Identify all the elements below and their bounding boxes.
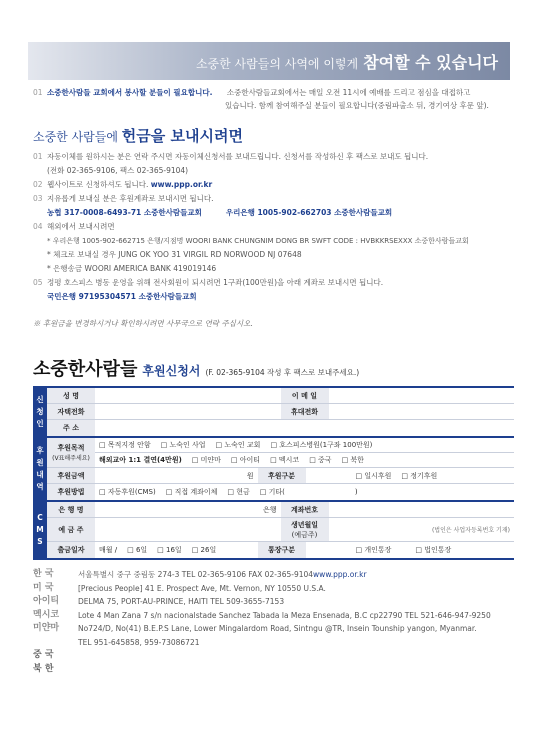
cash-item bbox=[33, 194, 213, 204]
country-label: 한 국 bbox=[33, 569, 54, 579]
type-label: 후원구분 bbox=[258, 468, 306, 483]
fax-note: (F. 02-365-9104 작성 후 팩스로 보내주세요.) bbox=[205, 368, 360, 377]
item-num: 04 bbox=[33, 222, 43, 231]
banner-emphasis: 참여할 수 있습니다 bbox=[363, 53, 498, 72]
side-char: 원 bbox=[36, 458, 44, 467]
address-list bbox=[33, 568, 491, 676]
country-label: 멕시코 bbox=[33, 609, 60, 620]
address-row bbox=[33, 663, 491, 677]
passbook-options bbox=[306, 542, 515, 558]
address-row bbox=[33, 568, 491, 582]
website-link[interactable]: www.ppp.or.kr bbox=[313, 570, 367, 579]
side-char: 후 bbox=[36, 446, 44, 455]
purpose-checkbox[interactable]: □ 노숙인 사업 bbox=[161, 440, 206, 450]
overseas-checkbox[interactable]: □ 북한 bbox=[342, 455, 364, 465]
volunteer-title: 소중한사람들 교회에서 봉사할 분들이 필요합니다. bbox=[47, 88, 213, 97]
address-text: DELMA 75, PORT-AU-PRINCE, HAITI TEL 509-3655-7153 bbox=[78, 597, 285, 606]
item-num: 05 bbox=[33, 278, 43, 287]
bank-account-kb: 국민은행 97195304571 소중한사람들교회 bbox=[47, 292, 197, 301]
cash-item bbox=[33, 250, 302, 260]
home-phone-field[interactable] bbox=[95, 404, 281, 419]
account-label: 계좌번호 bbox=[281, 502, 329, 517]
support-side-label bbox=[33, 438, 47, 500]
side-char: M bbox=[36, 525, 44, 534]
address-row bbox=[33, 622, 491, 636]
overseas-checkbox[interactable]: □ 중국 bbox=[309, 455, 331, 465]
address-text: 서울특별시 중구 중림동 274-3 TEL 02-365-9106 FAX 02-365-9104 bbox=[78, 570, 314, 579]
holder-field[interactable] bbox=[95, 518, 281, 541]
banner bbox=[28, 42, 510, 80]
item-text: 자동이체를 원하시는 분은 연락 주시면 자동이체신청서를 보내드립니다. 신청서를 작성하신 후 팩스로 보내도 됩니다. bbox=[47, 152, 429, 161]
website-link[interactable]: www.ppp.or.kr bbox=[150, 180, 213, 189]
cms-section bbox=[33, 500, 514, 560]
name-field[interactable] bbox=[95, 388, 281, 403]
bank-label: 은 행 명 bbox=[47, 502, 95, 517]
cash-item bbox=[33, 264, 216, 274]
side-char: 역 bbox=[36, 482, 44, 491]
type-options bbox=[306, 468, 515, 483]
volunteer-row-1 bbox=[33, 88, 470, 98]
item-text: 정평 호스피스 병동 운영을 위해 전사회원이 되시려면 1구좌(100만원)을 아래 계좌로 보내시면 됩니다. bbox=[47, 278, 384, 287]
item-text: 해외에서 보내시려면 bbox=[47, 222, 115, 231]
item-text: 웹사이트로 신청하셔도 됩니다. bbox=[47, 180, 151, 189]
method-checkbox[interactable]: □ 현금 bbox=[227, 487, 249, 497]
cms-side-label bbox=[33, 502, 47, 558]
passbook-checkbox[interactable]: □ 개인통장 bbox=[356, 545, 392, 555]
withdraw-prefix: 매월 / bbox=[99, 546, 118, 554]
type-checkbox[interactable]: □ 정기후원 bbox=[401, 471, 437, 481]
country-label: 북 한 bbox=[33, 663, 54, 674]
country-label: 미 국 bbox=[33, 582, 54, 593]
item-text: (전화 02-365-9106, 팩스 02-365-9104) bbox=[47, 166, 189, 175]
holder-label: 예 금 주 bbox=[47, 518, 95, 541]
withdraw-label: 출금일자 bbox=[47, 542, 95, 558]
address-field[interactable] bbox=[95, 420, 514, 436]
support-section bbox=[33, 436, 514, 500]
passbook-label: 통장구분 bbox=[258, 542, 306, 558]
purpose-options bbox=[95, 438, 514, 453]
cash-item bbox=[33, 236, 469, 246]
address-text: [Precious People] 41 E. Prospect Ave, Mt. Vernon, NY 10550 U.S.A. bbox=[78, 583, 326, 593]
bank-account-nh: 농협 317-0008-6493-71 소중한사람들교회 bbox=[47, 208, 202, 217]
birth-note: (법인은 사업자등록번호 기재) bbox=[431, 527, 510, 534]
side-char: 신 bbox=[36, 395, 44, 404]
passbook-checkbox[interactable]: □ 법인통장 bbox=[415, 545, 451, 555]
cash-section-title bbox=[33, 125, 243, 146]
side-char: 인 bbox=[36, 419, 44, 428]
bank-account-woori: 우리은행 1005-902-662703 소중한사람들교회 bbox=[225, 208, 393, 217]
applicant-side-label bbox=[33, 388, 47, 436]
amount-unit: 원 bbox=[246, 471, 254, 480]
birth-label-text: 생년월일 bbox=[290, 520, 319, 529]
side-char: 내 bbox=[36, 470, 44, 479]
applicant-section bbox=[33, 386, 514, 436]
email-field[interactable] bbox=[329, 388, 515, 403]
cash-item bbox=[33, 166, 188, 176]
cash-item bbox=[33, 278, 383, 288]
form-title-main: 소중한사람들 bbox=[33, 359, 138, 380]
item-num: 03 bbox=[33, 194, 43, 203]
birth-label bbox=[281, 518, 329, 541]
country-label: 아이티 bbox=[33, 596, 60, 606]
overseas-checkbox[interactable]: □ 미얀마 bbox=[192, 455, 221, 465]
cash-title-emphasis: 헌금을 보내시려면 bbox=[121, 127, 243, 145]
purpose-label bbox=[47, 438, 95, 467]
bank-unit: 은행 bbox=[262, 505, 277, 514]
item-num: 01 bbox=[33, 152, 43, 161]
address-row bbox=[33, 582, 491, 596]
volunteer-text-2: 있습니다. 함께 참여해주실 분들이 필요합니다(중림파출소 뒤, 경기여상 후문 앞). bbox=[225, 101, 489, 110]
side-char: C bbox=[37, 513, 43, 522]
cash-item bbox=[33, 292, 197, 302]
form-title bbox=[33, 355, 359, 381]
banner-title bbox=[196, 50, 498, 73]
support-form bbox=[33, 386, 514, 560]
volunteer-num: 01 bbox=[33, 88, 43, 97]
withdraw-checkbox[interactable]: □ 16일 bbox=[157, 545, 182, 555]
address-row bbox=[33, 649, 491, 663]
mobile-field[interactable] bbox=[329, 404, 515, 419]
address-text: TEL 951-645858, 959-73086721 bbox=[78, 637, 200, 647]
overseas-checkbox[interactable]: □ 멕시코 bbox=[270, 455, 299, 465]
side-char: S bbox=[37, 537, 43, 546]
account-field[interactable] bbox=[329, 502, 515, 517]
address-label: 주 소 bbox=[47, 420, 95, 436]
side-char: 청 bbox=[36, 407, 44, 416]
item-text: 지유롭게 보내실 분은 후원계좌로 보내시면 됩니다. bbox=[47, 194, 214, 203]
address-text: Lote 4 Man Zana 7 s/n nacionalstade Sanchez Tabada la Meza Ensenada, B.C cp22790 TEL 521-646-947-9250 bbox=[78, 610, 491, 620]
cash-item bbox=[33, 180, 212, 190]
name-label: 성 명 bbox=[47, 388, 95, 403]
method-checkbox[interactable]: □ 자동후원(CMS) bbox=[99, 487, 156, 497]
overseas-options bbox=[95, 453, 514, 467]
withdraw-checkbox[interactable]: □ 6일 bbox=[127, 545, 147, 555]
method-label: 후원방법 bbox=[47, 484, 95, 500]
withdraw-options bbox=[95, 542, 258, 558]
cash-title-lead: 소중한 사람들에 bbox=[33, 130, 118, 144]
country-label bbox=[33, 636, 78, 650]
item-text: * 우리은행 1005-902-662715 은행/지점명 WOORI BANK CHUNGNIM DONG BR SWFT CODE : HVBKKRSEXXX 소중한사람들교회 bbox=[47, 237, 469, 245]
method-checkbox[interactable]: □ 직접 계좌이체 bbox=[166, 487, 218, 497]
address-row bbox=[33, 595, 491, 609]
volunteer-text-1: 소중한사람들교회에서는 매일 오전 11시에 예배를 드리고 점심을 대접하고 bbox=[226, 88, 471, 97]
address-text: No724/D, No(41) B.E.P.S Lane, Lower Mingalardom Road, Sintngu @TR, Insein Tounship yangon, Myanmar. bbox=[78, 624, 477, 633]
type-checkbox[interactable]: □ 일시후원 bbox=[356, 471, 392, 481]
amount-label: 후원금액 bbox=[47, 468, 95, 483]
cash-note: ※ 후원금을 변경하시거나 확인하시려면 사무국으로 연락 주십시오. bbox=[33, 319, 253, 328]
bank-field[interactable] bbox=[95, 502, 281, 517]
cash-item bbox=[33, 222, 115, 232]
birth-sub: (예금주) bbox=[291, 530, 318, 539]
form-subtitle: 후원신청서 bbox=[142, 364, 201, 378]
address-row bbox=[33, 636, 491, 650]
item-num: 02 bbox=[33, 180, 43, 189]
overseas-checkbox[interactable]: □ 아이티 bbox=[231, 455, 260, 465]
item-text: * 체크로 보내실 경우 JUNG OK YOO 31 VIRGIL RD NORWOOD NJ 07648 bbox=[47, 250, 302, 259]
cash-item bbox=[33, 152, 428, 162]
address-row bbox=[33, 609, 491, 623]
purpose-checkbox[interactable]: □ 노숙인 교회 bbox=[216, 440, 261, 450]
mobile-label: 휴대전화 bbox=[281, 404, 329, 419]
withdraw-checkbox[interactable]: □ 26일 bbox=[192, 545, 217, 555]
banner-lead: 소중한 사람들의 사역에 이렇게 bbox=[195, 57, 359, 71]
purpose-label-text: 후원목적 bbox=[57, 444, 85, 452]
cash-item bbox=[33, 208, 392, 218]
purpose-checkbox[interactable]: □ 호스피스병원(1구좌 100만원) bbox=[270, 440, 372, 450]
birth-field[interactable] bbox=[329, 518, 515, 541]
method-options bbox=[95, 484, 514, 500]
country-label: 중 국 bbox=[33, 650, 54, 660]
purpose-sub: (V표해주세요) bbox=[52, 455, 90, 462]
country-label: 미얀마 bbox=[33, 623, 60, 633]
purpose-checkbox[interactable]: □ 목적지정 안함 bbox=[99, 440, 151, 450]
item-text: * 은행송금 WOORI AMERICA BANK 419019146 bbox=[47, 264, 217, 273]
method-checkbox[interactable]: □ 기타( bbox=[260, 487, 285, 497]
overseas-label: 해외교아 1:1 결연(4만원) bbox=[99, 456, 182, 464]
email-label: 이 메 일 bbox=[281, 388, 329, 403]
amount-field[interactable] bbox=[95, 468, 258, 483]
home-phone-label: 자택전화 bbox=[47, 404, 95, 419]
method-close: ) bbox=[354, 488, 358, 496]
